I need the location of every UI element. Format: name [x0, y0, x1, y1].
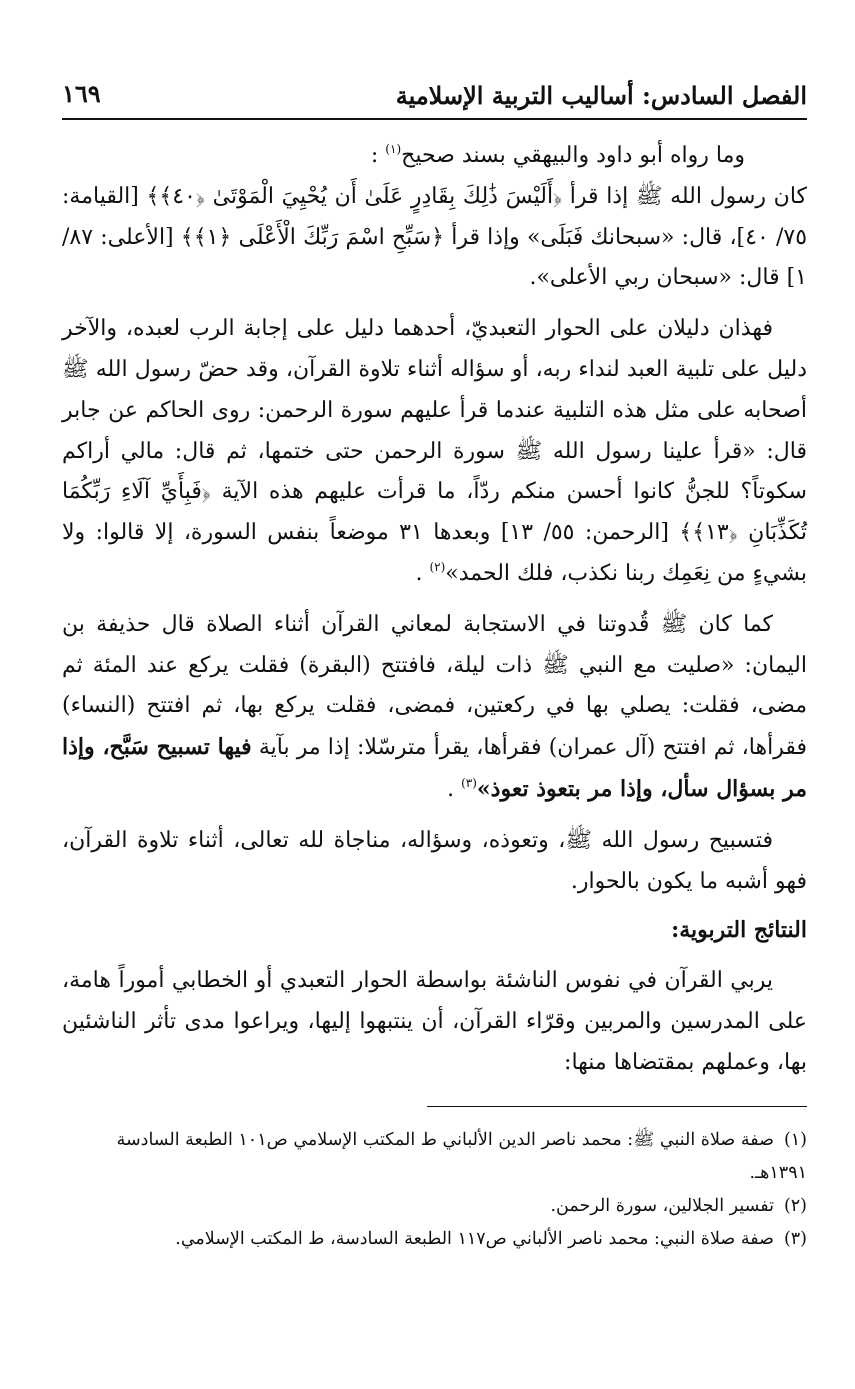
footnote-ref-3: (٣): [461, 775, 477, 790]
paragraph-4-end: .: [447, 776, 462, 802]
main-text: [62, 136, 807, 1084]
paragraph-3-end: .: [415, 560, 430, 586]
footnote-ref-2: (٢): [429, 559, 446, 574]
page-header: [62, 66, 807, 120]
chapter-title: الفصل السادس: أساليب التربية الإسلامية: [395, 81, 807, 110]
page-number: ١٦٩: [62, 79, 101, 108]
footnote-number: (١): [783, 1130, 807, 1150]
footnotes: [62, 1124, 807, 1256]
paragraph-4-text: كما كان ﷺ قُدوتنا في الاستجابة لمعاني القرآن أثناء الصلاة قال حذيفة بن اليمان: «صليت مع النبي ﷺ ذات ليلة، فافتتح (البقرة) فقلت يركع عند المئة ثم مضى، فقلت: يصلي بها في ركعتين، فمضى، فقلت يركع بها، ثم افتتح (النساء) فقرأها، ثم افتتح (آل عمران) فقرأها، يقرأ مترسّلا: إذا مر بآية: [62, 611, 807, 761]
footnote-3: [62, 1223, 807, 1256]
paragraph-2: كان رسول الله ﷺ إذا قرأ ﴿أَلَيْسَ ذَٰلِكَ بِقَادِرٍ عَلَىٰ أَن يُحْيِيَ الْمَوْتَىٰ ﴿٤٠﴾﴾ [القيامة: ٧٥/ ٤٠]، قال: «سبحانك فَبَلَى» وإذا قرأ ﴿سَبِّحِ اسْمَ رَبِّكَ الْأَعْلَى ﴿١﴾﴾ [الأعلى: ٨٧/ ١] قال: «سبحان ربي الأعلى».: [62, 183, 808, 291]
paragraph-6: يربي القرآن في نفوس الناشئة بواسطة الحوار التعبدي أو الخطابي أموراً هامة، على المدرسين والمربين وقرّاء القرآن، أن ينتبهوا إليها، ويراعوا مدى تأثر الناشئين بها، وعملهم بمقتضاها منها:: [62, 968, 807, 1075]
footnote-text: تفسير الجلالين، سورة الرحمن.: [550, 1196, 774, 1216]
footnote-number: (٢): [783, 1196, 807, 1216]
footnote-ref-1: (١): [385, 142, 402, 156]
paragraph-4-bold-text: فيها تسبيح سَبَّح، وإذا مر بسؤال سأل، وإذا مر بتعوذ تعوذ»: [62, 734, 807, 802]
footnote-text: صفة صلاة النبي ﷺ: محمد ناصر الدين الألباني ط المكتب الإسلامي ص١٠١ الطبعة السادسة ١٣٩١هـ.: [116, 1130, 807, 1183]
paragraph-4: [62, 605, 807, 811]
paragraph-1-end: :: [370, 143, 386, 168]
paragraph-3: [62, 309, 807, 595]
footnote-text: صفة صلاة النبي: محمد ناصر الألباني ص١١٧ الطبعة السادسة، ط المكتب الإسلامي.: [175, 1229, 774, 1249]
paragraph-1-text: وما رواه أبو داود والبيهقي بسند صحيح: [401, 143, 745, 168]
paragraph-5: فتسبيح رسول الله ﷺ، وتعوذه، وسؤاله، مناجاة لله تعالى، أثناء تلاوة القرآن، فهو أشبه ما يكون بالحوار.: [62, 827, 807, 894]
footnote-separator: [427, 1106, 807, 1107]
footnote-2: [62, 1190, 807, 1223]
footnote-number: (٣): [783, 1229, 807, 1249]
section-heading: النتائج التربوية:: [671, 917, 807, 944]
paragraph-3-text: فهذان دليلان على الحوار التعبديّ، أحدهما دليل على إجابة الرب لعبده، والآخر دليل على تلبية العبد لنداء ربه، أو سؤاله أثناء تلاوة القرآن، وقد حضّ رسول الله ﷺ أصحابه على مثل هذه التلبية عندما قرأ عليهم سورة الرحمن: روى الحاكم عن جابر قال: «قرأ علينا رسول الله ﷺ سورة الرحمن حتى ختمها، ثم قال: مالي أراكم سكوتاً؟ للجنُّ كانوا أحسن منكم ردّاً، ما قرأت عليهم هذه الآية ﴿فَبِأَيِّ آلَاءِ رَبِّكُمَا تُكَذِّبَانِ ﴿١٣﴾﴾ [الرحمن: ٥٥/ ١٣] وبعدها ٣١ موضعاً بنفس السورة، إلا قالوا: ولا بشيءٍ من نِعَمِك ربنا نكذب، فلك الحمد»: [62, 316, 807, 586]
paragraph-1: [62, 136, 807, 177]
footnote-1: [62, 1124, 807, 1190]
